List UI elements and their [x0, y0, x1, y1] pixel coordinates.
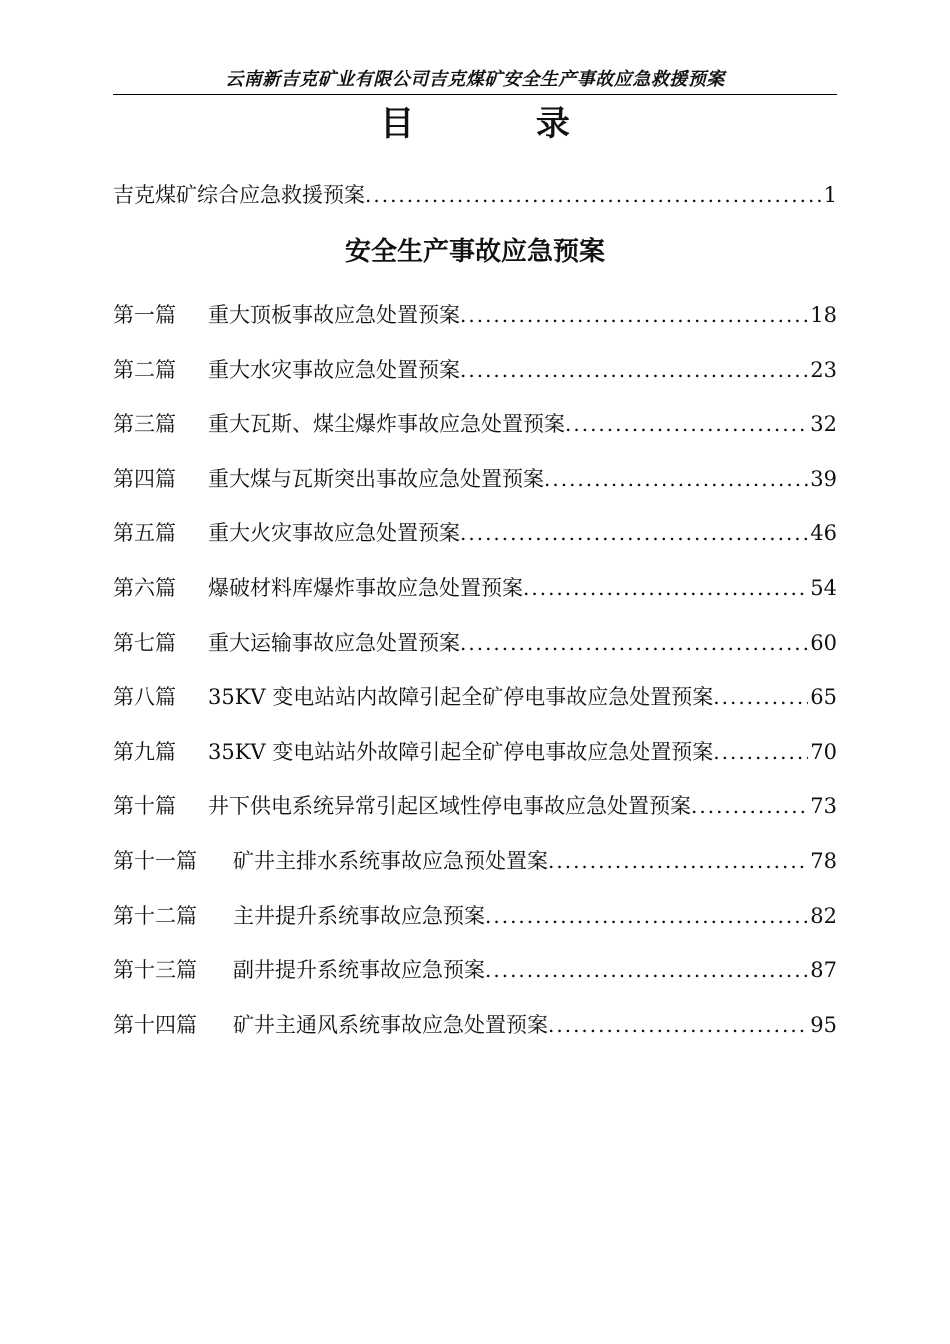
toc-entry-page: 32 — [810, 412, 837, 436]
toc-entry-title: 重大运输事故应急处置预案 — [208, 631, 460, 655]
toc-entry[interactable] — [113, 1010, 837, 1040]
toc-entry-chapter: 第十二篇 — [113, 904, 197, 928]
toc-leader-dots — [523, 573, 808, 603]
toc-entry-title: 重大煤与瓦斯突出事故应急处置预案 — [208, 467, 544, 491]
toc-leader-dots — [548, 1010, 808, 1040]
toc-entry-title: 重大顶板事故应急处置预案 — [208, 303, 460, 327]
toc-entry-chapter: 第二篇 — [113, 358, 176, 382]
toc-leader-dots — [713, 682, 808, 712]
toc-entry-title: 矿井主排水系统事故应急预处置案 — [233, 849, 548, 873]
toc-leader-dots — [691, 791, 808, 821]
toc-entry[interactable] — [113, 628, 837, 658]
toc-entry-page: 39 — [810, 467, 837, 491]
toc-entry-chapter: 第十三篇 — [113, 958, 197, 982]
toc-leader-dots — [460, 628, 808, 658]
toc-entry-chapter: 第一篇 — [113, 303, 176, 327]
toc-entry-page: 78 — [810, 849, 837, 873]
toc-entry-title: 井下供电系统异常引起区域性停电事故应急处置预案 — [208, 794, 691, 818]
toc-entry[interactable] — [113, 846, 837, 876]
toc-entry-chapter: 第三篇 — [113, 412, 176, 436]
toc-entry[interactable] — [113, 355, 837, 385]
toc-entry-page: 73 — [810, 794, 837, 818]
toc-entry-page: 1 — [823, 183, 837, 207]
toc-entry[interactable] — [113, 955, 837, 985]
toc-entry-title: 爆破材料库爆炸事故应急处置预案 — [208, 576, 523, 600]
toc-entry-page: 60 — [810, 631, 837, 655]
toc-entry-page: 65 — [810, 685, 837, 709]
toc-leader-dots — [565, 409, 808, 439]
section-title: 安全生产事故应急预案 — [344, 237, 605, 267]
toc-entry-chapter: 第十篇 — [113, 794, 176, 818]
toc-entry[interactable] — [113, 737, 837, 767]
toc-leader-dots — [485, 901, 808, 931]
toc-entry-page: 18 — [810, 303, 837, 327]
toc-entry-chapter: 第九篇 — [113, 740, 176, 764]
toc-entry-intro[interactable] — [113, 180, 837, 210]
toc-entry-chapter: 第十四篇 — [113, 1013, 197, 1037]
toc-leader-dots — [460, 518, 808, 548]
page-header: 云南新吉克矿业有限公司吉克煤矿安全生产事故应急救援预案 — [113, 66, 837, 95]
toc-entry-title: 重大瓦斯、煤尘爆炸事故应急处置预案 — [208, 412, 565, 436]
toc-entry[interactable] — [113, 791, 837, 821]
toc-entry-title: 重大水灾事故应急处置预案 — [208, 358, 460, 382]
toc-entry[interactable] — [113, 464, 837, 494]
toc-leader-dots — [460, 300, 808, 330]
toc-entry-page: 70 — [810, 740, 837, 764]
toc-leader-dots — [713, 737, 808, 767]
toc-entry-chapter: 第五篇 — [113, 521, 176, 545]
toc-entry-page: 46 — [810, 521, 837, 545]
toc-entry-title: 吉克煤矿综合应急救援预案 — [113, 183, 365, 207]
toc-entry-page: 82 — [810, 904, 837, 928]
toc-entry-page: 95 — [810, 1013, 837, 1037]
toc-leader-dots — [548, 846, 808, 876]
toc-entry-title: 矿井主通风系统事故应急处置预案 — [233, 1013, 548, 1037]
toc-entry-title: 主井提升系统事故应急预案 — [233, 904, 485, 928]
toc-leader-dots — [544, 464, 808, 494]
toc-entry-chapter: 第八篇 — [113, 685, 176, 709]
toc-leader-dots — [365, 180, 822, 210]
toc-entry-page: 54 — [810, 576, 837, 600]
toc-entry[interactable] — [113, 901, 837, 931]
toc-entry[interactable] — [113, 518, 837, 548]
toc-entry-page: 23 — [810, 358, 837, 382]
toc-entry-chapter: 第七篇 — [113, 631, 176, 655]
toc-entry[interactable] — [113, 300, 837, 330]
toc-entry-title: 重大火灾事故应急处置预案 — [208, 521, 460, 545]
toc-entry[interactable] — [113, 573, 837, 603]
toc-entry[interactable] — [113, 409, 837, 439]
toc-title: 目 录 — [380, 104, 570, 144]
toc-entry-title: 副井提升系统事故应急预案 — [233, 958, 485, 982]
toc-entry-chapter: 第四篇 — [113, 467, 176, 491]
toc-leader-dots — [485, 955, 808, 985]
toc-leader-dots — [460, 355, 808, 385]
toc-entry-title: 35KV 变电站站内故障引起全矿停电事故应急处置预案 — [208, 685, 714, 709]
toc-entry-chapter: 第十一篇 — [113, 849, 197, 873]
toc-entry[interactable] — [113, 682, 837, 712]
toc-entry-page: 87 — [810, 958, 837, 982]
toc-entry-title: 35KV 变电站站外故障引起全矿停电事故应急处置预案 — [208, 740, 714, 764]
toc-entry-chapter: 第六篇 — [113, 576, 176, 600]
